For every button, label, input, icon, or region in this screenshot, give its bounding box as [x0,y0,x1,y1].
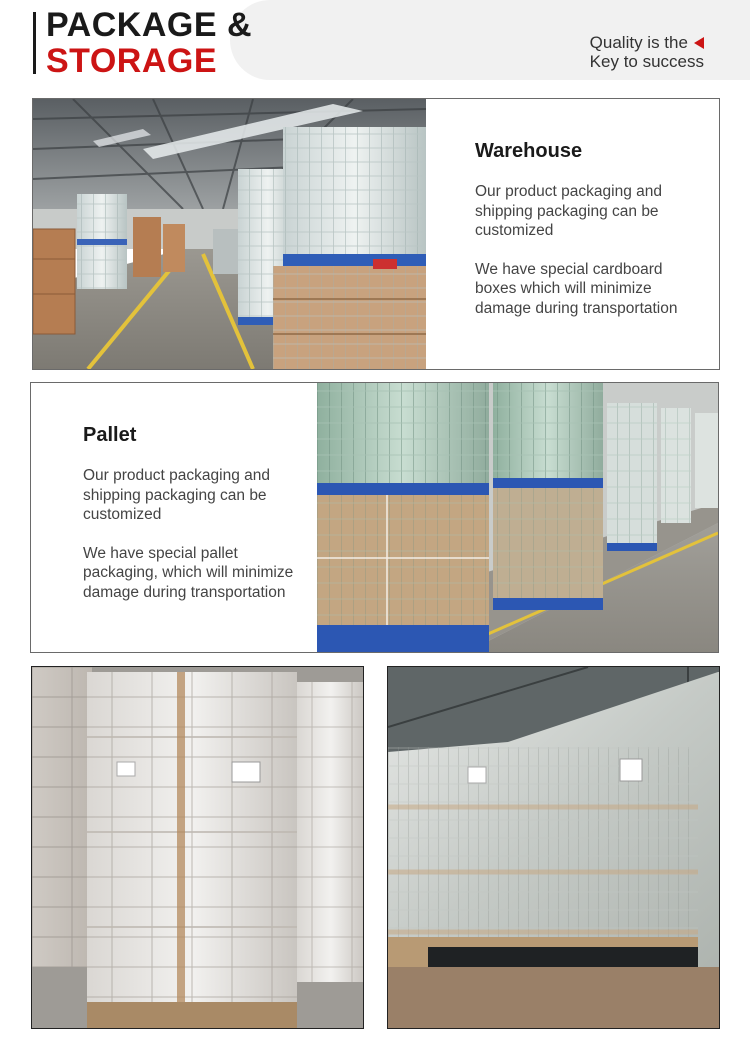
page-header [0,0,750,82]
pallet-section [30,382,719,653]
pallet-title: Pallet [83,424,137,446]
pallet-paragraph-2: We have special pallet packaging, which will minimize damage during transportation [83,544,294,601]
warehouse-title: Warehouse [475,140,583,162]
tagline-line2: Key to success [589,52,704,71]
warehouse-photo [33,99,426,369]
header-accent-bar [33,12,36,74]
pallet-paragraph-1: Our product packaging and shipping packaging can be customized [83,467,270,524]
tagline-line1: Quality is the [589,33,688,52]
pallet-photo [317,383,718,652]
triangle-left-icon [694,37,704,49]
page-title-line1: PACKAGE & [46,6,252,44]
warehouse-text [475,139,705,338]
page-title-line2: STORAGE [46,42,218,80]
tagline [590,33,704,71]
warehouse-paragraph-2: We have special cardboard boxes which will minimize damage during transportation [475,260,678,317]
warehouse-section [32,98,720,370]
wrapped-pallet-photo-right [387,666,720,1029]
warehouse-paragraph-1: Our product packaging and shipping packaging can be customized [475,183,662,240]
pallet-text [83,423,313,622]
wrapped-pallet-photo-left [31,666,364,1029]
